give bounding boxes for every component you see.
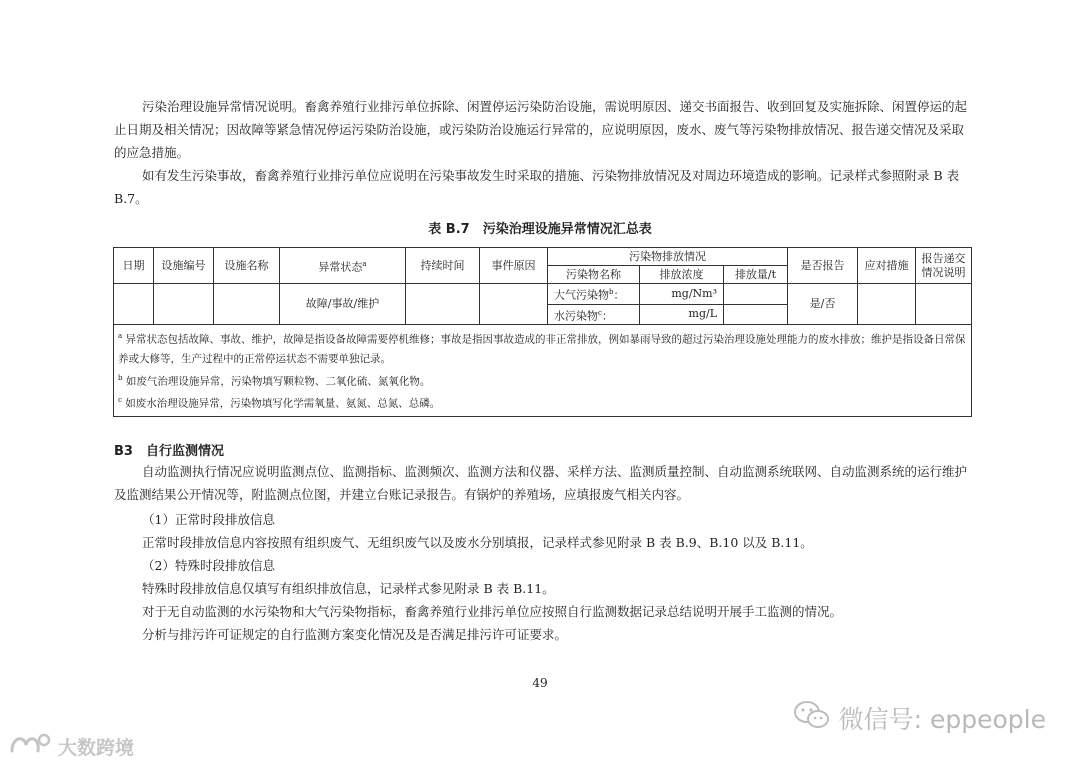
cell-cause [480, 284, 548, 325]
cell-reported: 是/否 [788, 284, 858, 325]
paragraph-manual-monitoring: 对于无自动监测的水污染物和大气污染物指标，畜禽养殖行业排污单位应按照自行监测数据记录总结说明开展手工监测的情况。 [142, 604, 843, 619]
abnormal-summary-table [113, 247, 972, 417]
header-cause: 事件原因 [480, 248, 548, 284]
brand-text: 大数跨境 [58, 737, 135, 759]
paragraph-abnormal-description: 污染治理设施异常情况说明。畜禽养殖行业排污单位拆除、闲置停运污染防治设施，需说明原因、递交书面报告、收到回复及实施拆除、闲置停运的起止日期及相关情况；因故障等紧急情况停运污染防治设施，或污染防治设施运行异常的，应说明原因，废水、废气等污染物排放情况、报告递交情况及采取的应急措施。 [114, 99, 968, 160]
cell-air-amount [724, 284, 788, 305]
header-report-submit: 报告递交情况说明 [916, 248, 972, 284]
page-number: 49 [532, 676, 548, 690]
wechat-id-text: 微信号: eppeople [838, 705, 1046, 734]
table-notes [114, 325, 972, 417]
header-date: 日期 [114, 248, 154, 284]
brand-watermark [8, 731, 134, 762]
paragraph-analysis: 分析与排污许可证规定的自行监测方案变化情况及是否满足排污许可证要求。 [142, 627, 568, 642]
cell-facility-no [154, 284, 214, 325]
cell-report-submit [916, 284, 972, 325]
header-reported: 是否报告 [788, 248, 858, 284]
wechat-icon [793, 700, 831, 736]
header-emission-group: 污染物排放情况 [548, 248, 788, 266]
cell-facility-name [214, 284, 280, 325]
section-heading: B3 自行监测情况 [114, 444, 224, 459]
subheading-special: （2）特殊时段排放信息 [142, 558, 275, 573]
cell-air-unit: mg/Nm³ [640, 284, 724, 305]
header-abnormal-status: 异常状态$^a$ [280, 248, 406, 284]
paragraph-accident: 如有发生污染事故，畜禽养殖行业排污单位应说明在污染事故发生时采取的措施、污染物排放情况及对周边环境造成的影响。记录样式参照附录 B 表 B.7。 [114, 168, 960, 206]
cell-water-pollutant: 水污染物$^c$： [548, 304, 640, 325]
wechat-watermark [793, 700, 1046, 736]
cell-air-pollutant: 大气污染物$^b$： [548, 284, 640, 305]
note-c: $^c$ 如废水治理设施异常，污染物填写化学需氧量、氨氮、总氮、总磷。 [118, 396, 441, 410]
header-response: 应对措施 [858, 248, 916, 284]
cell-water-amount [724, 304, 788, 325]
cell-response [858, 284, 916, 325]
header-pollutant-name: 污染物名称 [548, 266, 640, 284]
cell-duration [406, 284, 480, 325]
header-amount: 排放量/t [724, 266, 788, 284]
subheading-normal: （1）正常时段排放信息 [142, 512, 275, 527]
note-a: $^a$ 异常状态包括故障、事故、维护，故障是指设备故障需要停机维修；事故是指因事故造成的非正常排放，例如暴雨导致的超过污染治理设施处理能力的废水排放；维护是指设备日常保养或大修等，生产过程中的正常停运状态不需要单独记录。 [118, 332, 966, 365]
header-duration: 持续时间 [406, 248, 480, 284]
cell-abnormal-status: 故障/事故/维护 [280, 284, 406, 325]
header-facility-no: 设施编号 [154, 248, 214, 284]
paragraph-normal-info: 正常时段排放信息内容按照有组织废气、无组织废气以及废水分别填报，记录样式参见附录 B 表 B.9、B.10 以及 B.11。 [142, 535, 813, 550]
paragraph-special-info: 特殊时段排放信息仅填写有组织排放信息，记录样式参见附录 B 表 B.11。 [142, 581, 555, 596]
cell-date [114, 284, 154, 325]
note-b: $^b$ 如废气治理设施异常，污染物填写颗粒物、二氧化硫、氮氧化物。 [118, 373, 431, 388]
header-concentration: 排放浓度 [640, 266, 724, 284]
header-facility-name: 设施名称 [214, 248, 280, 284]
table-title: 表 B.7 污染治理设施异常情况汇总表 [428, 222, 652, 237]
paragraph-auto-monitoring: 自动监测执行情况应说明监测点位、监测指标、监测频次、监测方法和仪器、采样方法、监测质量控制、自动监测系统联网、自动监测系统的运行维护及监测结果公开情况等，附监测点位图，并建立台账记录报告。有锅炉的养殖场，应填报废气相关内容。 [114, 464, 968, 502]
cell-water-unit: mg/L [640, 304, 724, 325]
brand-logo-icon [8, 731, 52, 762]
